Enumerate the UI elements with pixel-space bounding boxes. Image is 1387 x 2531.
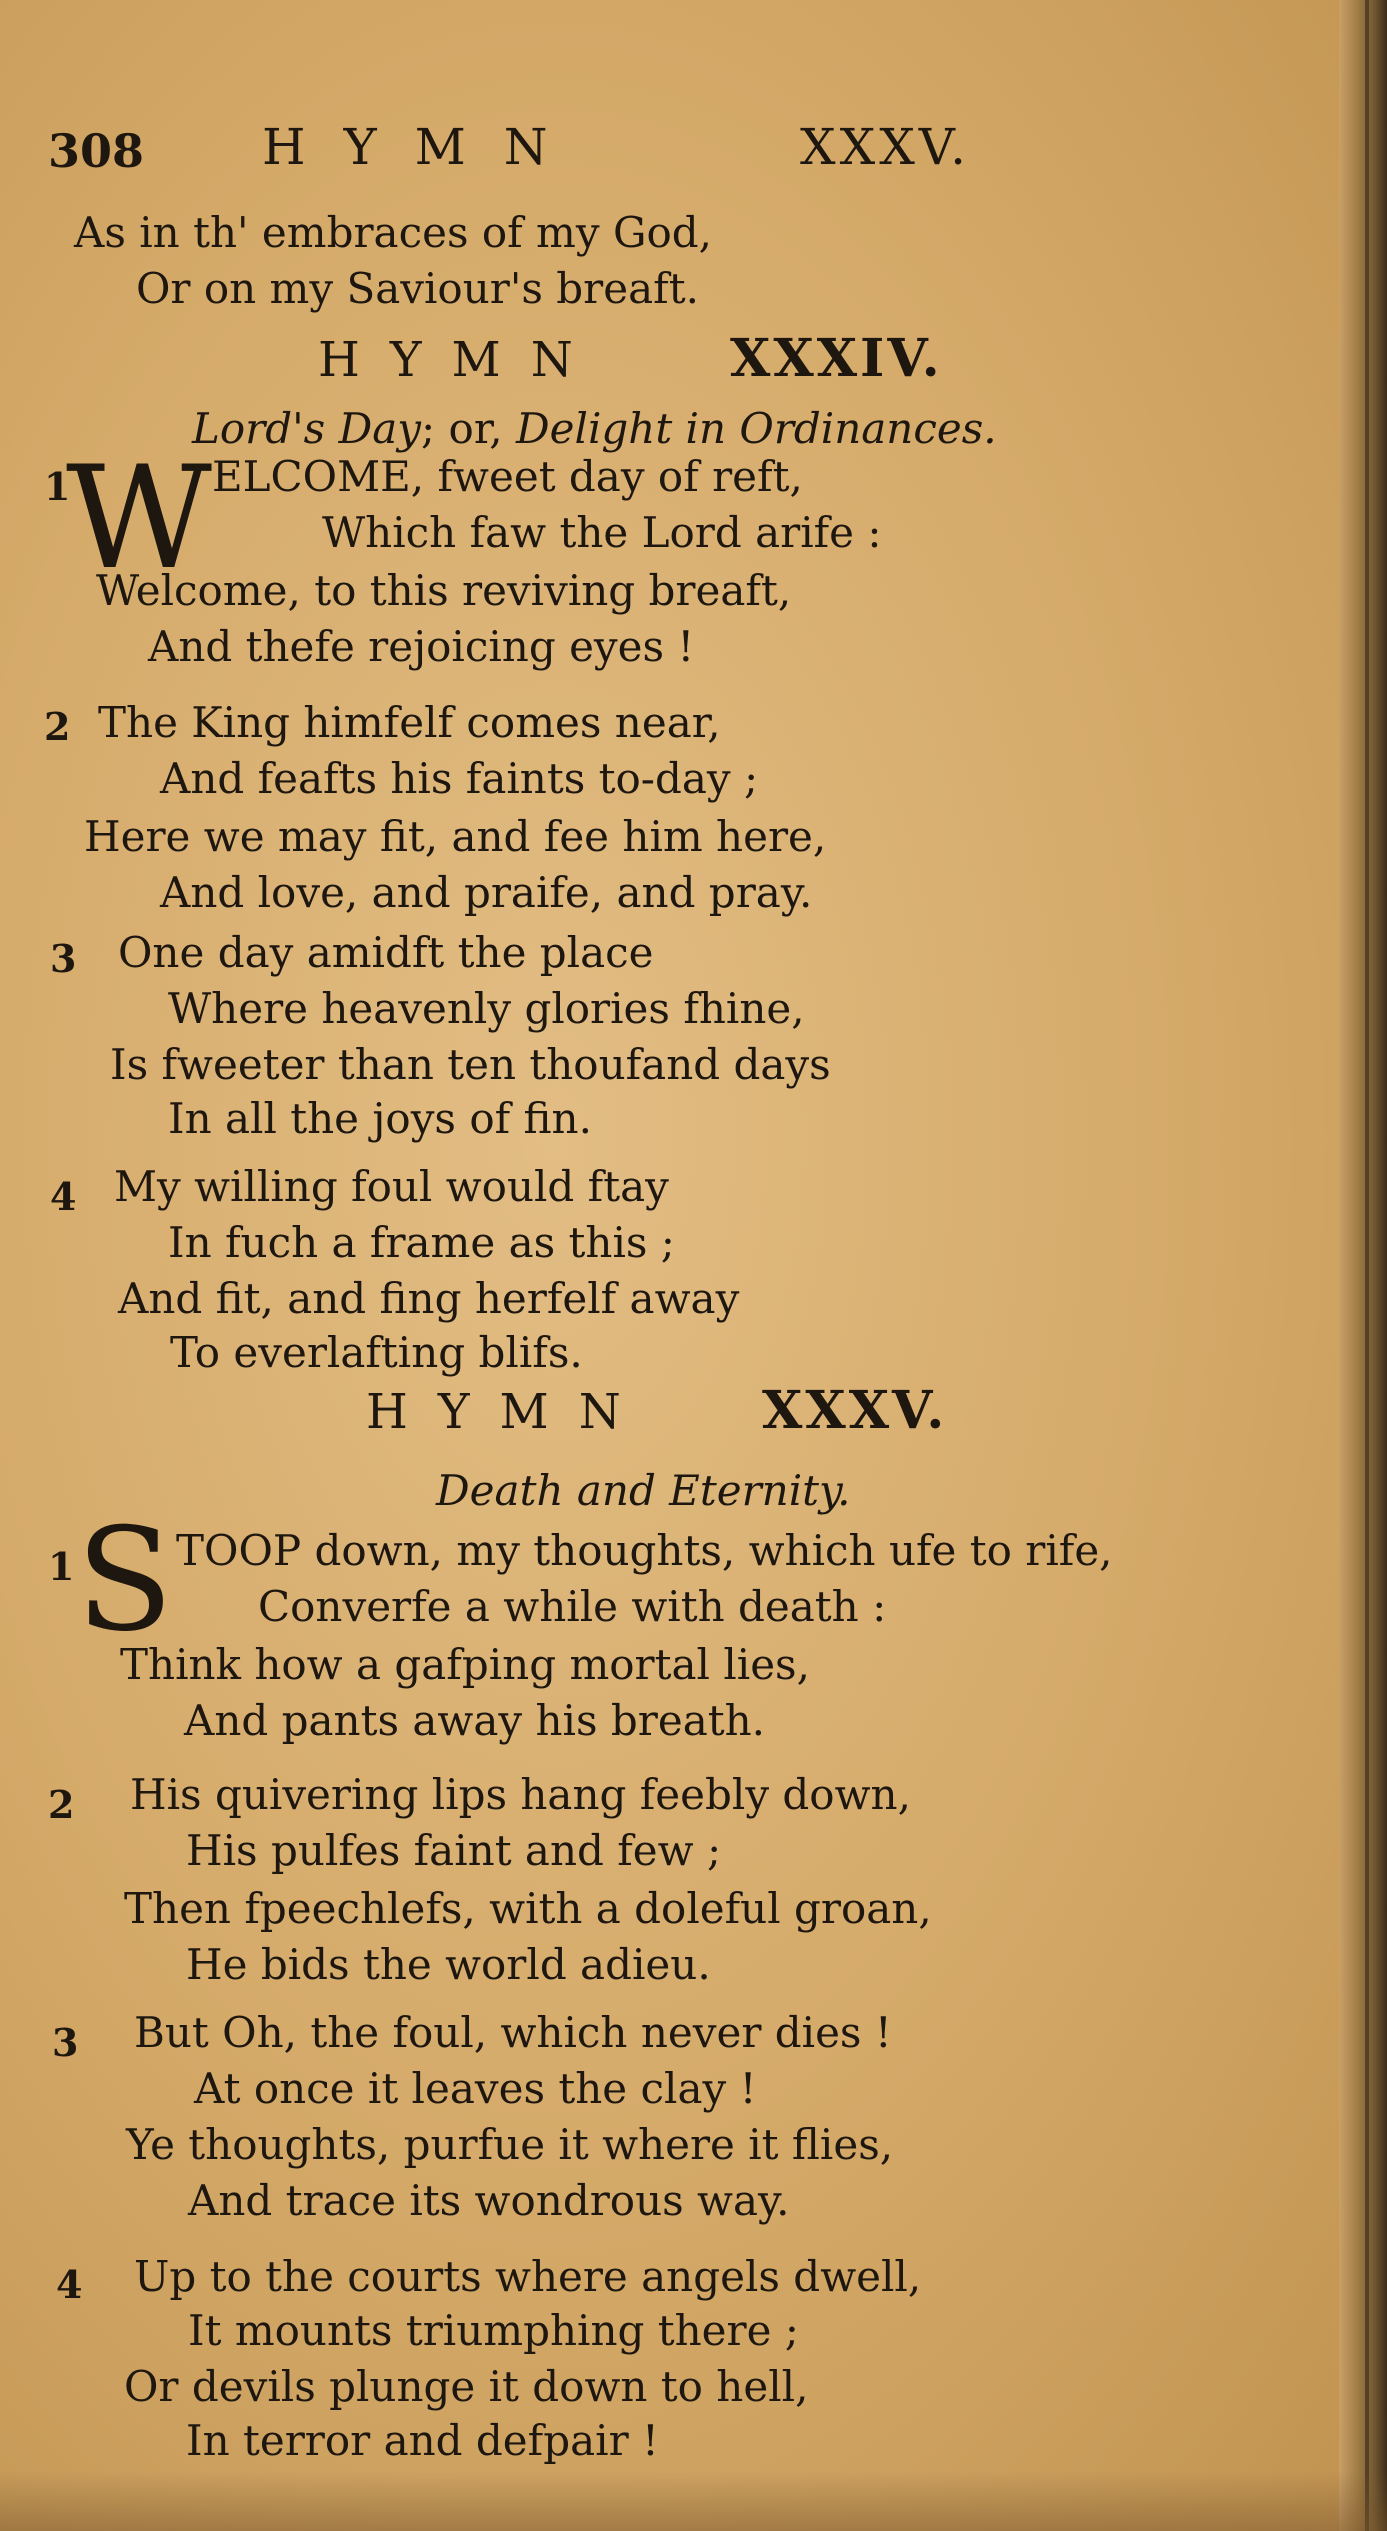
subtitle-part: Delight in Ordinances. — [516, 404, 997, 453]
subtitle-part: Lord's Day — [192, 404, 422, 453]
verse-line: The King himfelf comes near, — [98, 698, 721, 747]
subtitle-separator: ; or, — [421, 404, 503, 453]
verse-line: And fit, and fing herfelf away — [118, 1274, 740, 1323]
page-gutter — [1339, 0, 1387, 2531]
verse-line: And feafts his faints to-day ; — [160, 754, 759, 803]
verse-number: 4 — [56, 2262, 83, 2307]
verse-line: But Oh, the foul, which never dies ! — [134, 2008, 892, 2057]
hymn-subtitle: Death and Eternity. — [436, 1466, 851, 1515]
binding-edge — [1365, 0, 1369, 2531]
verse-line: Which faw the Lord arife : — [322, 508, 882, 557]
verse-line: In all the joys of fin. — [168, 1094, 592, 1143]
verse-line: Is fweeter than ten thoufand days — [110, 1040, 831, 1089]
hymn-heading-number: XXXV. — [762, 1380, 948, 1441]
verse-number: 1 — [44, 464, 71, 509]
carryover-line: Or on my Saviour's breaft. — [136, 264, 699, 313]
verse-line: Up to the courts where angels dwell, — [134, 2252, 922, 2301]
verse-line: Here we may fit, and fee him here, — [84, 812, 827, 861]
verse-line: And pants away his breath. — [184, 1696, 766, 1745]
hymn-heading-title: HYMN — [318, 332, 603, 388]
verse-line: ELCOME, fweet day of reft, — [212, 452, 803, 501]
verse-line: He bids the world adieu. — [186, 1940, 711, 1989]
verse-line: His pulfes faint and few ; — [186, 1826, 722, 1875]
verse-line: TOOP down, my thoughts, which ufe to rife, — [176, 1526, 1113, 1575]
carryover-line: As in th' embraces of my God, — [74, 208, 713, 257]
verse-line: One day amidft the place — [118, 928, 654, 977]
verse-line: In fuch a frame as this ; — [168, 1218, 675, 1267]
drop-capital: W — [66, 436, 212, 601]
verse-number: 2 — [48, 1782, 75, 1827]
verse-line: Welcome, to this reviving breaft, — [96, 566, 792, 615]
verse-line: In terror and defpair ! — [186, 2416, 659, 2465]
verse-line: His quivering lips hang feebly down, — [130, 1770, 911, 1819]
hymn-subtitle — [192, 404, 997, 453]
hymn-heading-number: XXXIV. — [730, 328, 943, 389]
verse-number: 3 — [50, 936, 77, 981]
verse-number: 1 — [48, 1544, 75, 1589]
running-head-title: HYMN — [262, 118, 586, 176]
verse-line: Think how a gafping mortal lies, — [120, 1640, 810, 1689]
verse-line: At once it leaves the clay ! — [194, 2064, 757, 2113]
verse-line: My willing foul would ftay — [114, 1162, 669, 1211]
verse-line: Where heavenly glories fhine, — [168, 984, 805, 1033]
verse-line: Ye thoughts, purfue it where it flies, — [126, 2120, 894, 2169]
verse-line: It mounts triumphing there ; — [188, 2306, 799, 2355]
verse-line: Or devils plunge it down to hell, — [124, 2362, 809, 2411]
hymn-heading-title: HYMN — [366, 1384, 651, 1440]
page-number: 308 — [48, 124, 145, 178]
verse-line: Converfe a while with death : — [258, 1582, 887, 1631]
verse-line: And trace its wondrous way. — [188, 2176, 790, 2225]
drop-capital: S — [76, 1498, 174, 1663]
page-bottom-edge — [0, 2471, 1387, 2531]
running-head-number: XXXV. — [800, 118, 971, 176]
verse-number: 3 — [52, 2020, 79, 2065]
verse-number: 4 — [50, 1174, 77, 1219]
verse-line: Then fpeechlefs, with a doleful groan, — [124, 1884, 932, 1933]
verse-number: 2 — [44, 704, 71, 749]
verse-line: And love, and praife, and pray. — [160, 868, 813, 917]
verse-line: To everlafting blifs. — [170, 1328, 583, 1377]
verse-line: And thefe rejoicing eyes ! — [148, 622, 695, 671]
